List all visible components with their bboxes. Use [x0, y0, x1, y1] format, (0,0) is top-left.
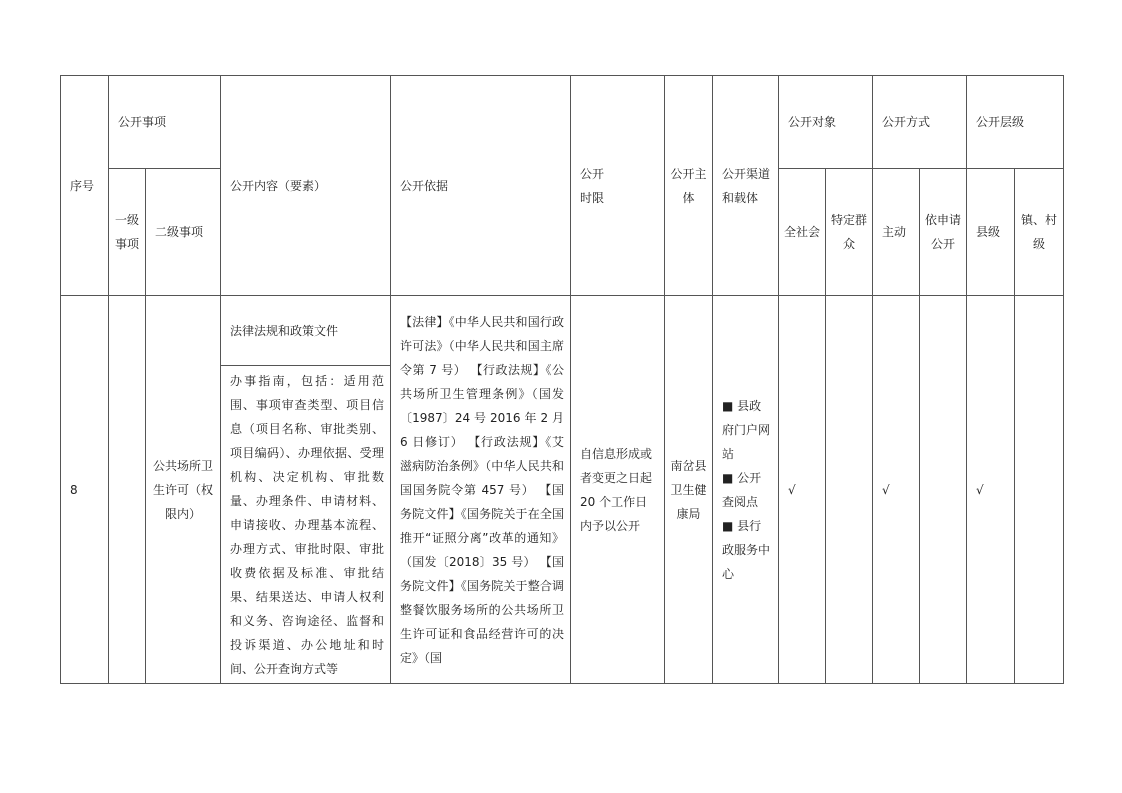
row-level1 — [109, 296, 146, 684]
row-content-guide: 办事指南，包括：适用范围、事项审查类型、项目信息（项目名称、审批类别、项目编码）、办理依据、受理机构、决定机构、审批数量、办理条件、申请材料、申请接收、办理基本流程、办理方式、审批时限、审批收费依据及标准、审批结果、结果送达、申请人权利和义务、咨询途径、监督和投诉渠道、办公地址和时间、公开查询方式等 — [221, 366, 391, 684]
row-method-apply-check — [920, 296, 967, 684]
header-target-special: 特定群众 — [826, 169, 873, 296]
row-content-laws: 法律法规和政策文件 — [221, 296, 391, 366]
header-time-limit — [571, 76, 665, 296]
disclosure-table — [60, 75, 1064, 684]
row-level2: 公共场所卫生许可（权限内） — [146, 296, 221, 684]
header-method-apply: 依申请公开 — [920, 169, 967, 296]
row-time-limit: 自信息形成或者变更之日起 20 个工作日内予以公开 — [571, 296, 665, 684]
row-channel-1: ■ 县政府门户网站 — [722, 398, 771, 461]
header-time-limit-line1: 公开 — [580, 166, 605, 181]
header-method: 公开方式 — [873, 76, 967, 169]
header-time-limit-line2: 时限 — [580, 190, 605, 205]
header-channel: 公开渠道和载体 — [713, 76, 779, 296]
header-seq: 序号 — [61, 76, 109, 296]
header-basis: 公开依据 — [391, 76, 571, 296]
row-level-county-check: √ — [967, 296, 1015, 684]
row-level-town-check — [1015, 296, 1064, 684]
header-level-county: 县级 — [967, 169, 1015, 296]
header-level1: 一级事项 — [109, 169, 146, 296]
row-subject: 南岔县卫生健康局 — [665, 296, 713, 684]
header-level-town: 镇、村级 — [1015, 169, 1064, 296]
row-channel — [713, 296, 779, 684]
row-channel-2: ■ 公开查阅点 — [722, 470, 762, 509]
header-subject: 公开主体 — [665, 76, 713, 296]
header-content: 公开内容（要素） — [221, 76, 391, 296]
header-method-active: 主动 — [873, 169, 920, 296]
header-target: 公开对象 — [779, 76, 873, 169]
header-target-all: 全社会 — [779, 169, 826, 296]
row-target-special-check — [826, 296, 873, 684]
header-matter: 公开事项 — [109, 76, 221, 169]
row-channel-3: ■ 县行政服务中心 — [722, 518, 771, 581]
row-target-all-check: √ — [779, 296, 826, 684]
row-method-active-check: √ — [873, 296, 920, 684]
row-basis: 【法律】《中华人民共和国行政许可法》（中华人民共和国主席令第 7 号） 【行政法规】《公共场所卫生管理条例》（国发〔1987〕24 号 2016 年 2 月 6 日修订） 【行政法规】《艾滋病防治条例》（中华人民共和国国务院令第 457 号） 【国务院文件】《国务院关于在全国推开“证照分离”改革的通知》（国发〔2018〕35 号） 【国务院文件】《国务院关于整合调整餐饮服务场所的公共场所卫生许可证和食品经营许可的决定》（国 — [391, 296, 571, 684]
header-level: 公开层级 — [967, 76, 1064, 169]
header-level2: 二级事项 — [146, 169, 221, 296]
row-seq: 8 — [61, 296, 109, 684]
